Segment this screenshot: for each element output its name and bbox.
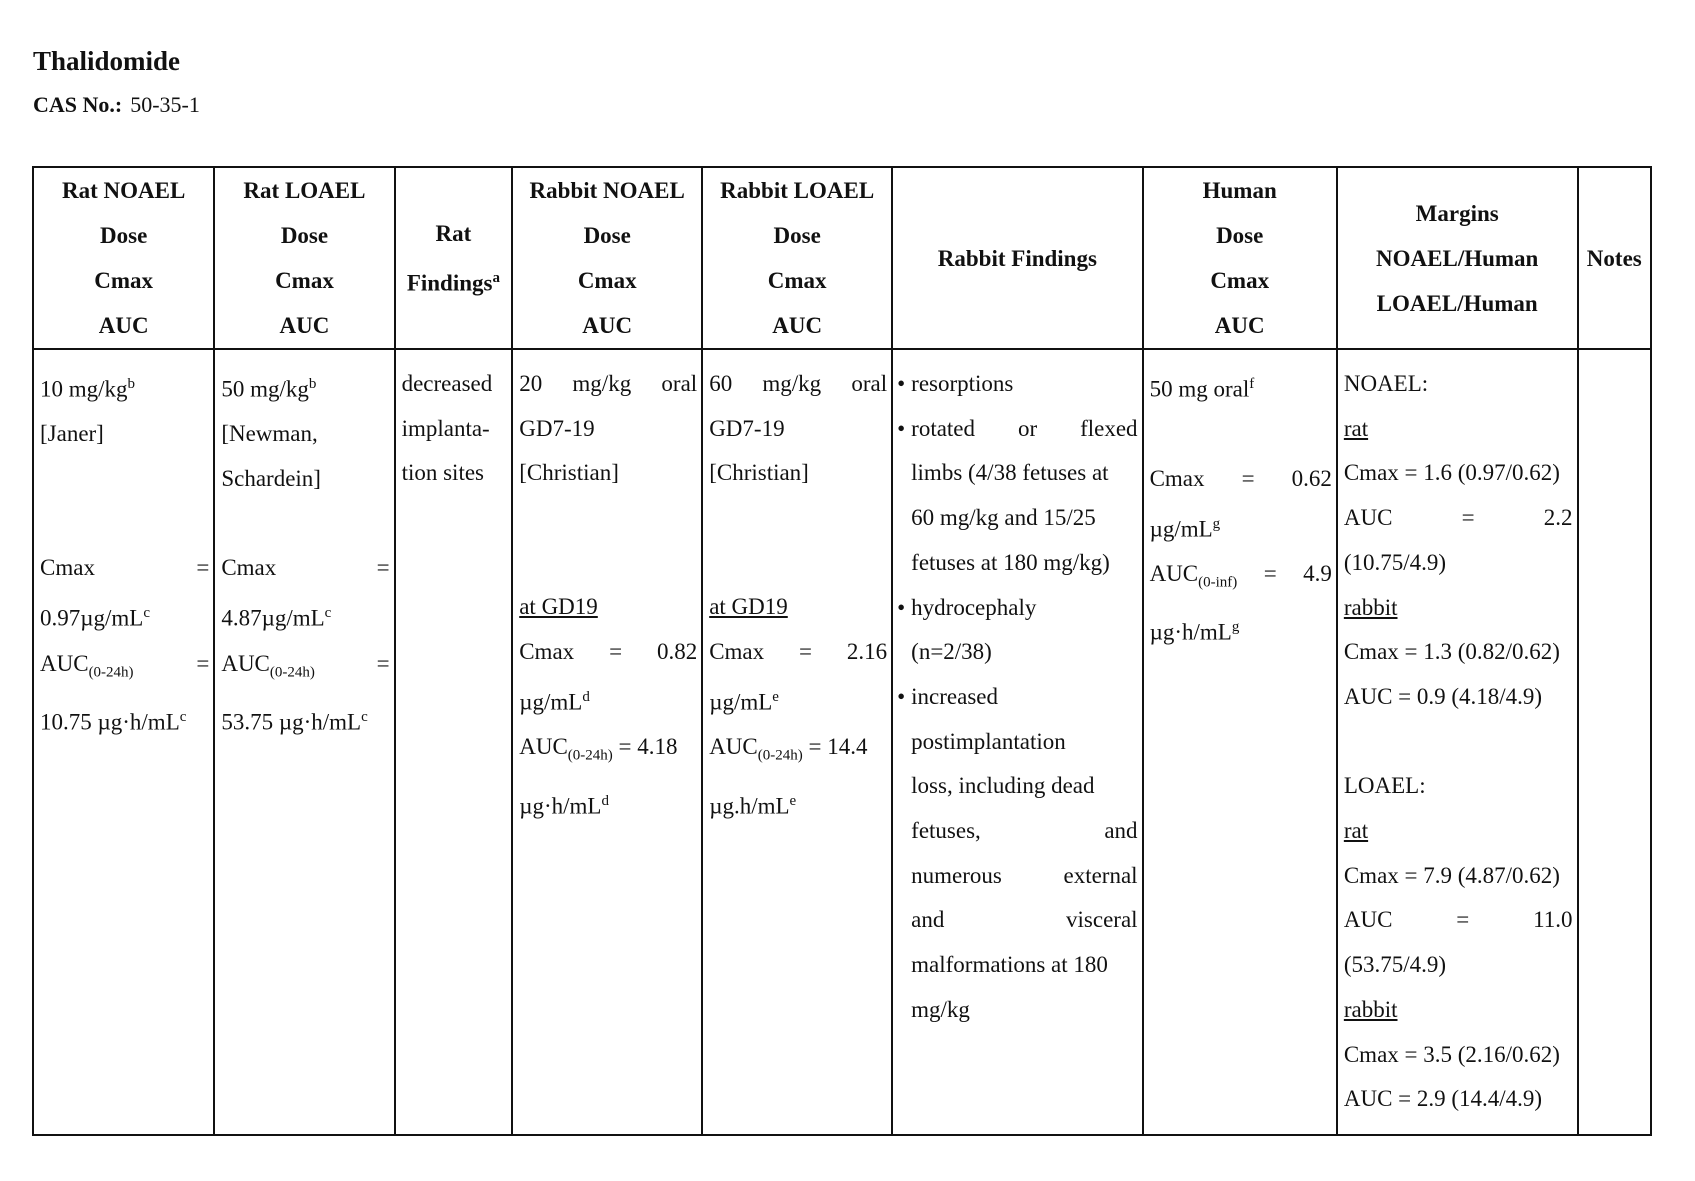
header-rat-findings: Rat Findings$^a$ (395, 167, 513, 349)
cas-number (33, 92, 200, 118)
header-rabbit-loael: Rabbit LOAEL Dose Cmax AUC (702, 167, 892, 349)
cell-notes (1578, 349, 1651, 1135)
header-human: Human Dose Cmax AUC (1143, 167, 1337, 349)
cell-rat-noael: 10 $mg/kg^b$ [Janer] Cmax = $0.97\mu g/mL^c$ $AUC_{(0-24h)}$ = 10.75 $\mu g\cdot h/mL^c$ (33, 349, 214, 1135)
header-rat-loael: Rat LOAEL Dose Cmax AUC (214, 167, 394, 349)
header-row (33, 167, 1651, 349)
cell-rat-loael: 50 $mg/kg^b$ [Newman, Schardein] Cmax = $4.87\mu g/mL^c$ $AUC_{(0-24h)}$ = 53.75 $\mu g\cdot h/mL^c$ (214, 349, 394, 1135)
cell-margins: NOAEL: rat Cmax = 1.6 (0.97/0.62) AUC = 2.2 (10.75/4.9) rabbit Cmax = 1.3 (0.82/0.62) AUC = 0.9 (4.18/4.9) LOAEL: rat Cmax = 7.9 (4.87/0.62) AUC = 11.0 (53.75/4.9) rabbit Cmax = 3.5 (2.16/0.62) AUC = 2.9 (14.4/4.9) (1337, 349, 1578, 1135)
list-item: • hydrocephaly (897, 594, 1037, 620)
header-rat-noael: Rat NOAEL Dose Cmax AUC (33, 167, 214, 349)
header-rabbit-findings: Rabbit Findings (892, 167, 1142, 349)
list-item: • increased (897, 683, 998, 709)
cell-rat-findings: decreased implanta- tion sites (395, 349, 513, 1135)
cas-label: CAS No.: (33, 92, 123, 117)
table-row (33, 349, 1651, 1135)
cell-rabbit-noael: 20 mg/kg oral GD7-19 [Christian] at GD19 Cmax = 0.82 $\mu g/mL^d$ $AUC_{(0-24h)} = 4.18$ $\mu g\cdot h/mL^d$ (512, 349, 702, 1135)
header-rabbit-noael: Rabbit NOAEL Dose Cmax AUC (512, 167, 702, 349)
list-item: • resorptions (897, 371, 1014, 396)
cell-rabbit-findings: • resorptions • rotated or flexed limbs (4/38 fetuses at 60 mg/kg and 15/25 fetuses at 180 mg/kg) • hydrocephaly (n=2/38) • increased postimplantation loss, including dead fetuses, and numerous external and visceral malformations at 180 mg/kg (892, 349, 1142, 1135)
cas-value: 50-35-1 (130, 92, 200, 117)
list-item: • rotated or flexed (897, 415, 1138, 441)
page-title: Thalidomide (33, 46, 181, 76)
header-margins: Margins NOAEL/Human LOAEL/Human (1337, 167, 1578, 349)
document-page (30, 36, 1652, 1156)
data-table (32, 166, 1652, 1136)
cell-human: 50 mg oral$^f$ Cmax = 0.62 $\mu g/mL^g$ $AUC_{(0-inf)}$ = 4.9 $\mu g\cdot h/mL^g$ (1143, 349, 1337, 1135)
header-notes: Notes (1578, 167, 1651, 349)
cell-rabbit-loael: 60 mg/kg oral GD7-19 [Christian] at GD19 Cmax = 2.16 $\mu g/mL^e$ $AUC_{(0-24h)} = 14.4$ $\mu g.h/mL^e$ (702, 349, 892, 1135)
